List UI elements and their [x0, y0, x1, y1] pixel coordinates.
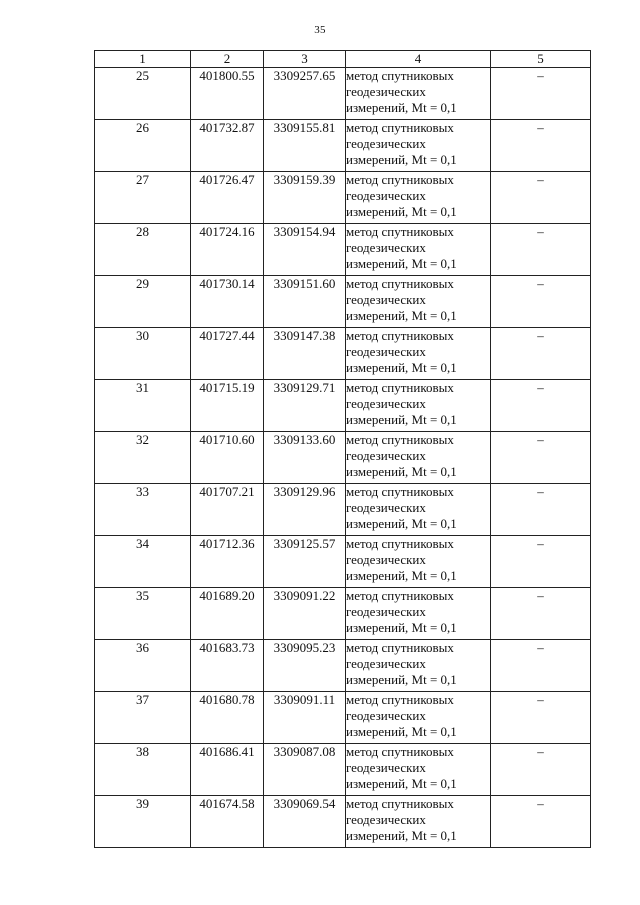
method-line: геодезических — [346, 240, 426, 255]
point-number-cell: 25 — [95, 68, 191, 120]
y-coordinate-cell: 3309151.60 — [264, 276, 346, 328]
table-row — [95, 328, 591, 380]
method-line: метод спутниковых — [346, 744, 454, 759]
method-description-cell — [346, 588, 491, 640]
header-cell-4: 4 — [346, 51, 491, 68]
y-coordinate-cell: 3309159.39 — [264, 172, 346, 224]
point-number-cell: 31 — [95, 380, 191, 432]
table-header — [95, 51, 591, 68]
method-line: измерений, Mt = 0,1 — [346, 100, 457, 115]
method-line: геодезических — [346, 448, 426, 463]
method-description-cell — [346, 276, 491, 328]
method-line: измерений, Mt = 0,1 — [346, 620, 457, 635]
table-body — [95, 68, 591, 848]
table-row — [95, 640, 591, 692]
note-cell: – — [491, 276, 591, 328]
method-line: измерений, Mt = 0,1 — [346, 672, 457, 687]
method-line: геодезических — [346, 760, 426, 775]
header-cell-5: 5 — [491, 51, 591, 68]
table-row — [95, 796, 591, 848]
x-coordinate-cell: 401689.20 — [191, 588, 264, 640]
method-line: метод спутниковых — [346, 120, 454, 135]
table-row — [95, 224, 591, 276]
header-row — [95, 51, 591, 68]
note-cell: – — [491, 692, 591, 744]
method-line: геодезических — [346, 812, 426, 827]
note-cell: – — [491, 68, 591, 120]
x-coordinate-cell: 401712.36 — [191, 536, 264, 588]
note-cell: – — [491, 536, 591, 588]
method-description-cell — [346, 484, 491, 536]
method-line: измерений, Mt = 0,1 — [346, 776, 457, 791]
method-line: измерений, Mt = 0,1 — [346, 152, 457, 167]
note-cell: – — [491, 172, 591, 224]
y-coordinate-cell: 3309091.22 — [264, 588, 346, 640]
method-line: геодезических — [346, 708, 426, 723]
note-cell: – — [491, 796, 591, 848]
method-description-cell — [346, 68, 491, 120]
x-coordinate-cell: 401800.55 — [191, 68, 264, 120]
method-line: измерений, Mt = 0,1 — [346, 724, 457, 739]
note-cell: – — [491, 432, 591, 484]
table-row — [95, 276, 591, 328]
method-description-cell — [346, 172, 491, 224]
x-coordinate-cell: 401683.73 — [191, 640, 264, 692]
method-line: геодезических — [346, 344, 426, 359]
y-coordinate-cell: 3309125.57 — [264, 536, 346, 588]
x-coordinate-cell: 401707.21 — [191, 484, 264, 536]
table-row — [95, 744, 591, 796]
point-number-cell: 30 — [95, 328, 191, 380]
method-line: метод спутниковых — [346, 588, 454, 603]
y-coordinate-cell: 3309095.23 — [264, 640, 346, 692]
method-line: геодезических — [346, 604, 426, 619]
y-coordinate-cell: 3309154.94 — [264, 224, 346, 276]
method-description-cell — [346, 120, 491, 172]
method-line: измерений, Mt = 0,1 — [346, 204, 457, 219]
y-coordinate-cell: 3309069.54 — [264, 796, 346, 848]
x-coordinate-cell: 401715.19 — [191, 380, 264, 432]
point-number-cell: 33 — [95, 484, 191, 536]
header-cell-3: 3 — [264, 51, 346, 68]
table-row — [95, 68, 591, 120]
x-coordinate-cell: 401732.87 — [191, 120, 264, 172]
note-cell: – — [491, 640, 591, 692]
point-number-cell: 29 — [95, 276, 191, 328]
x-coordinate-cell: 401724.16 — [191, 224, 264, 276]
y-coordinate-cell: 3309129.71 — [264, 380, 346, 432]
method-line: измерений, Mt = 0,1 — [346, 256, 457, 271]
table-row — [95, 692, 591, 744]
x-coordinate-cell: 401710.60 — [191, 432, 264, 484]
table-row — [95, 120, 591, 172]
method-line: метод спутниковых — [346, 692, 454, 707]
y-coordinate-cell: 3309091.11 — [264, 692, 346, 744]
method-line: геодезических — [346, 396, 426, 411]
y-coordinate-cell: 3309155.81 — [264, 120, 346, 172]
header-cell-1: 1 — [95, 51, 191, 68]
y-coordinate-cell: 3309133.60 — [264, 432, 346, 484]
page-number: 35 — [314, 24, 326, 36]
method-line: метод спутниковых — [346, 796, 454, 811]
x-coordinate-cell: 401726.47 — [191, 172, 264, 224]
point-number-cell: 32 — [95, 432, 191, 484]
method-line: геодезических — [346, 136, 426, 151]
method-description-cell — [346, 692, 491, 744]
note-cell: – — [491, 588, 591, 640]
point-number-cell: 38 — [95, 744, 191, 796]
method-line: измерений, Mt = 0,1 — [346, 568, 457, 583]
method-description-cell — [346, 744, 491, 796]
method-description-cell — [346, 224, 491, 276]
method-line: метод спутниковых — [346, 536, 454, 551]
point-number-cell: 35 — [95, 588, 191, 640]
y-coordinate-cell: 3309257.65 — [264, 68, 346, 120]
method-line: метод спутниковых — [346, 68, 454, 83]
table-row — [95, 380, 591, 432]
method-line: измерений, Mt = 0,1 — [346, 412, 457, 427]
point-number-cell: 36 — [95, 640, 191, 692]
method-line: геодезических — [346, 500, 426, 515]
table-row — [95, 484, 591, 536]
method-line: геодезических — [346, 656, 426, 671]
y-coordinate-cell: 3309147.38 — [264, 328, 346, 380]
note-cell: – — [491, 224, 591, 276]
point-number-cell: 34 — [95, 536, 191, 588]
method-line: измерений, Mt = 0,1 — [346, 828, 457, 843]
note-cell: – — [491, 328, 591, 380]
method-line: метод спутниковых — [346, 432, 454, 447]
point-number-cell: 37 — [95, 692, 191, 744]
table-row — [95, 536, 591, 588]
method-description-cell — [346, 328, 491, 380]
table-row — [95, 588, 591, 640]
method-description-cell — [346, 432, 491, 484]
note-cell: – — [491, 484, 591, 536]
method-line: метод спутниковых — [346, 224, 454, 239]
x-coordinate-cell: 401680.78 — [191, 692, 264, 744]
table-row — [95, 432, 591, 484]
x-coordinate-cell: 401727.44 — [191, 328, 264, 380]
y-coordinate-cell: 3309087.08 — [264, 744, 346, 796]
method-line: метод спутниковых — [346, 484, 454, 499]
header-cell-2: 2 — [191, 51, 264, 68]
method-description-cell — [346, 536, 491, 588]
method-line: геодезических — [346, 188, 426, 203]
method-line: метод спутниковых — [346, 380, 454, 395]
point-number-cell: 39 — [95, 796, 191, 848]
method-description-cell — [346, 796, 491, 848]
method-line: метод спутниковых — [346, 328, 454, 343]
point-number-cell: 27 — [95, 172, 191, 224]
point-number-cell: 26 — [95, 120, 191, 172]
note-cell: – — [491, 120, 591, 172]
method-description-cell — [346, 380, 491, 432]
note-cell: – — [491, 380, 591, 432]
x-coordinate-cell: 401686.41 — [191, 744, 264, 796]
x-coordinate-cell: 401674.58 — [191, 796, 264, 848]
method-line: геодезических — [346, 84, 426, 99]
method-description-cell — [346, 640, 491, 692]
method-line: измерений, Mt = 0,1 — [346, 516, 457, 531]
method-line: измерений, Mt = 0,1 — [346, 360, 457, 375]
method-line: метод спутниковых — [346, 640, 454, 655]
x-coordinate-cell: 401730.14 — [191, 276, 264, 328]
method-line: геодезических — [346, 292, 426, 307]
y-coordinate-cell: 3309129.96 — [264, 484, 346, 536]
method-line: измерений, Mt = 0,1 — [346, 308, 457, 323]
method-line: измерений, Mt = 0,1 — [346, 464, 457, 479]
table-row — [95, 172, 591, 224]
method-line: геодезических — [346, 552, 426, 567]
method-line: метод спутниковых — [346, 172, 454, 187]
coordinates-table — [94, 50, 591, 848]
note-cell: – — [491, 744, 591, 796]
point-number-cell: 28 — [95, 224, 191, 276]
method-line: метод спутниковых — [346, 276, 454, 291]
